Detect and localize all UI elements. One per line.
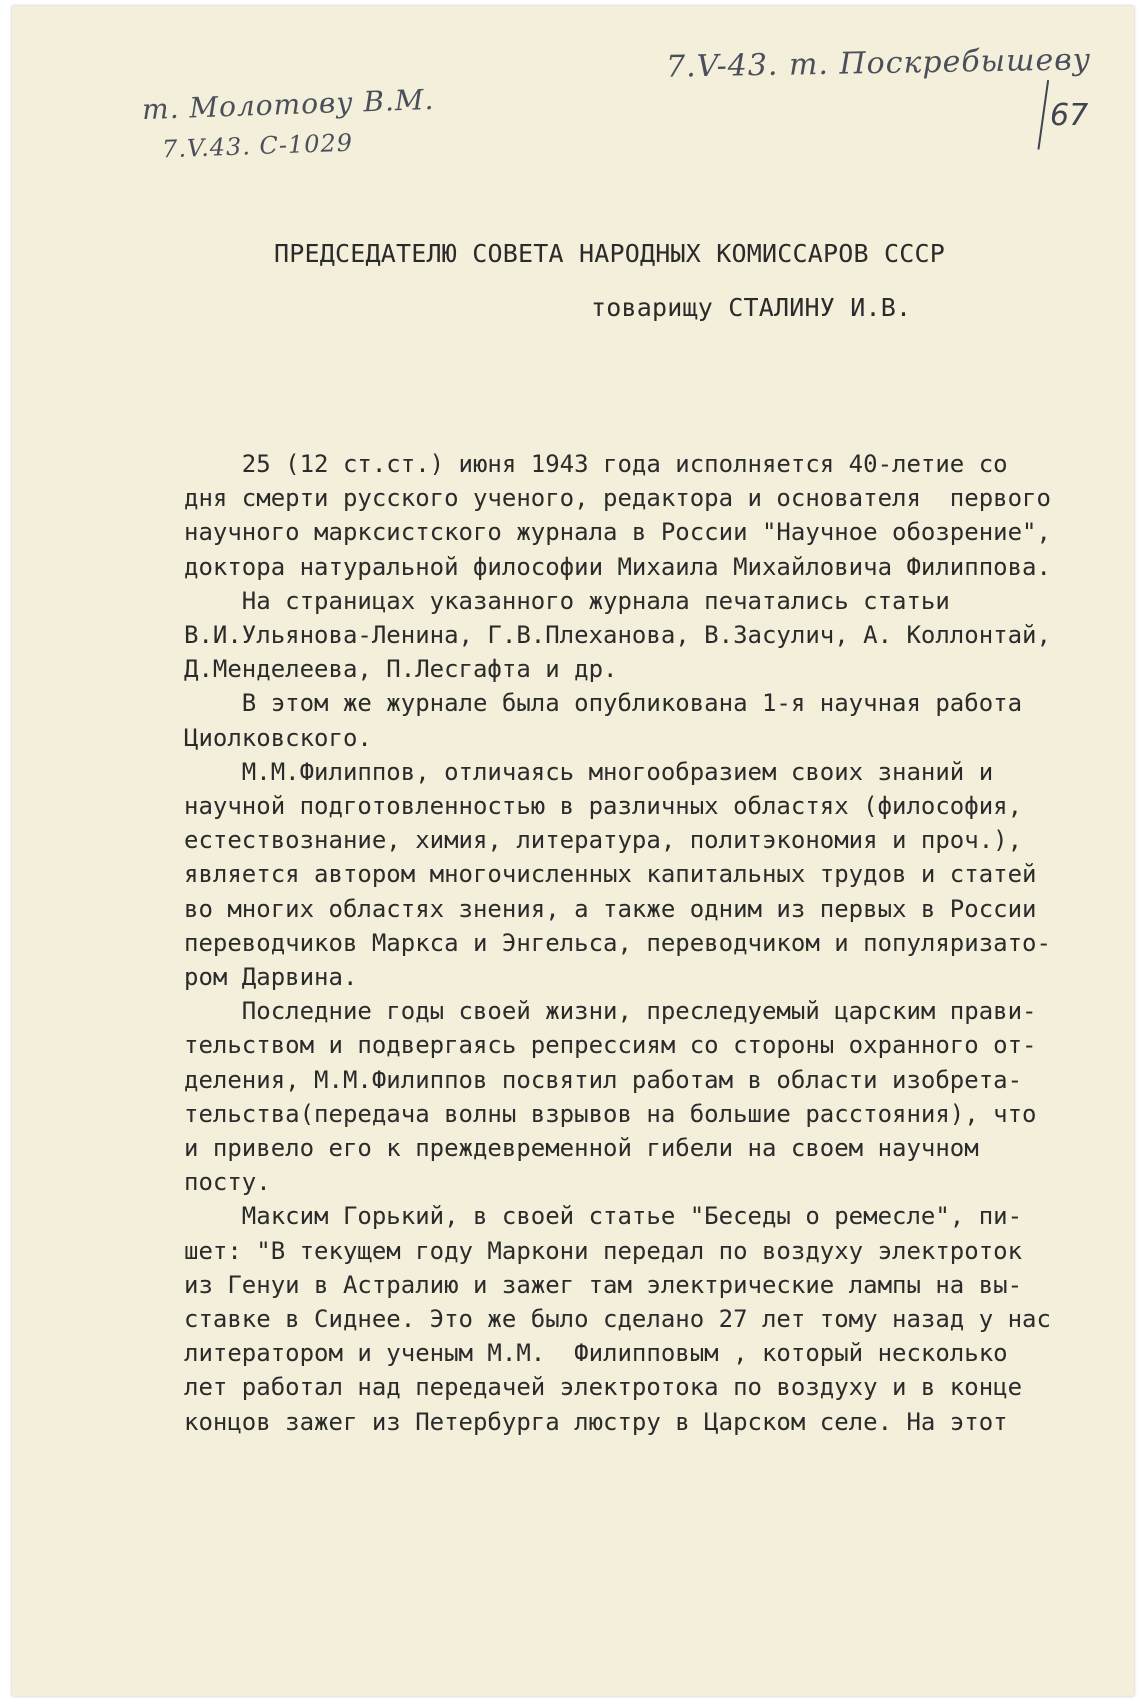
body-line: естествознание, химия, литература, политэкономия и проч.),	[184, 826, 1023, 855]
body-line: посту.	[184, 1168, 271, 1197]
body-line: ставке в Сиднее. Это же было сделано 27 лет тому назад у нас	[184, 1305, 1051, 1333]
body-line: В.И.Ульянова-Ленина, Г.В.Плеханова, В.Засулич, А. Коллонтай,	[184, 621, 1051, 649]
body-line: На страницах указанного журнала печатались статьи	[184, 586, 950, 615]
body-line: ром Дарвина.	[184, 963, 358, 991]
body-line: научного марксистского журнала в России "Научное обозрение",	[184, 518, 1051, 547]
body-line: литератором и ученым М.М. Филипповым , который несколько	[184, 1339, 1008, 1368]
body-line: доктора натуральной философии Михаила Михайловича Филиппова.	[184, 552, 1051, 581]
handwritten-note-reference: 7.V.43. С-1029	[161, 128, 354, 164]
body-line: дня смерти русского ученого, редактора и основателя первого	[184, 484, 1051, 513]
body-line: В этом же журнале была опубликована 1-я научная работа	[184, 689, 1023, 718]
body-line: Последние годы своей жизни, преследуемый царским прави-	[184, 997, 1037, 1026]
recipient-title: ПРЕДСЕДАТЕЛЮ СОВЕТА НАРОДНЫХ КОМИССАРОВ СССР	[274, 239, 946, 268]
body-line: концов зажег из Петербурга люстру в Царском селе. На этот	[184, 1407, 1008, 1436]
body-line: тельством и подвергаясь репрессиям со стороны охранного от-	[184, 1031, 1037, 1060]
body-line: является автором многочисленных капитальных трудов и статей	[184, 860, 1037, 889]
body-line: Д.Менделеева, П.Лесгафта и др.	[184, 655, 618, 684]
body-line: Максим Горький, в своей статье "Беседы о ремесле", пи-	[184, 1202, 1023, 1231]
body-line: М.М.Филиппов, отличаясь многообразием своих знаний и	[184, 757, 994, 786]
body-line: лет работал над передачей электротока по воздуху и в конце	[184, 1373, 1023, 1402]
body-line: научной подготовленностью в различных областях (философия,	[184, 792, 1023, 820]
body-line: шет: "В текущем году Маркони передал по воздуху электроток	[184, 1236, 1023, 1265]
handwritten-note-addressee: т. Молотову В.М.	[141, 82, 435, 127]
document-page	[12, 6, 1134, 1696]
handwritten-note-forward: 7.V-43. т. Поскребышеву	[665, 42, 1092, 85]
recipient-name: товарищу СТАЛИНУ И.В.	[591, 293, 912, 322]
body-line: 25 (12 ст.ст.) июня 1943 года исполняется 40-летие со	[184, 450, 1008, 478]
folio-number: 67	[1050, 98, 1089, 133]
body-line: деления, М.М.Филиппов посвятил работам в области изобрета-	[184, 1065, 1023, 1094]
body-line: Циолковского.	[184, 723, 372, 752]
body-line: и привело его к преждевременной гибели на своем научном	[184, 1134, 979, 1162]
body-line: переводчиков Маркса и Энгельса, переводчиком и популяризато-	[184, 928, 1051, 957]
body-line: во многих областях знения, а также одним из первых в России	[184, 894, 1037, 923]
body-line: из Генуи в Астралию и зажег там электрические лампы на вы-	[184, 1270, 1023, 1299]
body-line: тельства(передача волны взрывов на большие расстояния), что	[184, 1099, 1037, 1128]
